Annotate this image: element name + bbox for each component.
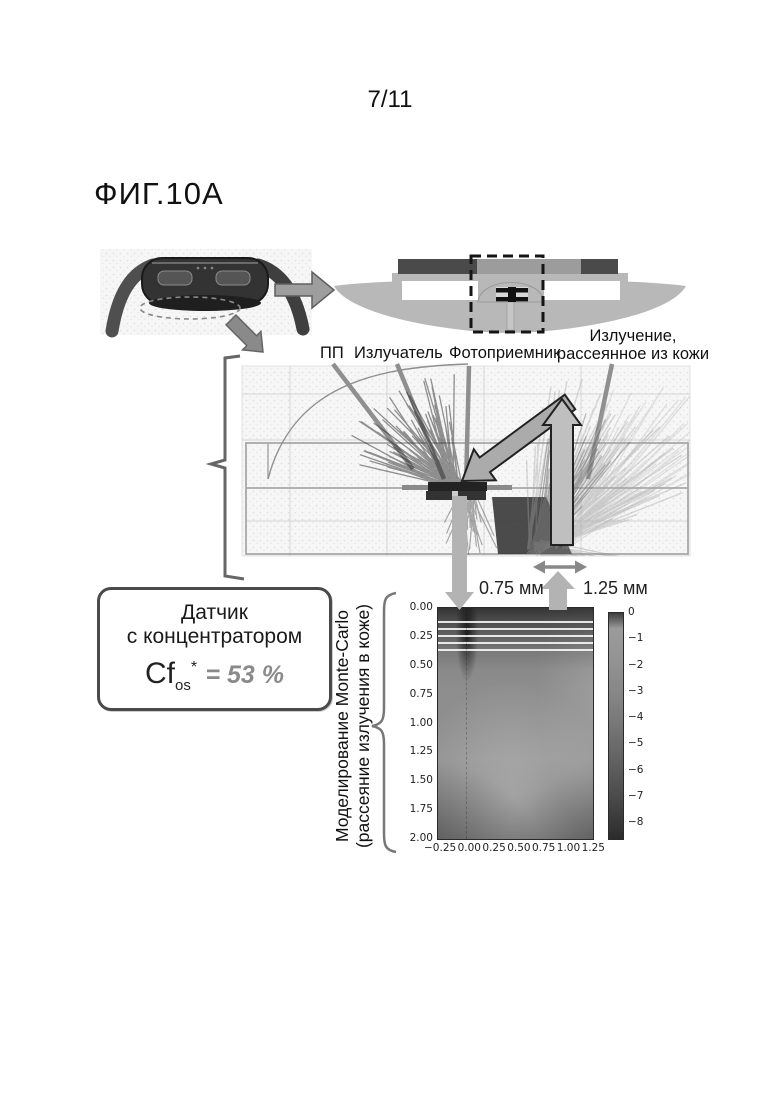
tick-label: −4 (628, 711, 644, 723)
tick-label: −6 (628, 763, 644, 776)
tick-label: 0.50 (507, 842, 531, 854)
dimension-left: 0.75 мм (479, 578, 544, 598)
arrow-left-right (533, 561, 587, 574)
emitter-detector-chip (508, 287, 516, 302)
heatmap-y-axis (393, 601, 433, 844)
page-number: 7/11 (367, 86, 413, 113)
tick-label: 1.75 (409, 803, 433, 816)
cf-formula (100, 657, 329, 694)
tick-label: −2 (628, 658, 644, 671)
tick-label: −0.25 (424, 842, 457, 854)
cf-subscript: os (175, 677, 191, 694)
label-pp: ПП (320, 344, 344, 362)
tick-label: 0.00 (457, 842, 481, 854)
sensor-stem (507, 302, 514, 330)
watch-button (158, 271, 192, 285)
label-scattered-radiation (548, 327, 718, 363)
sensor-box-line1: Датчик (181, 601, 248, 624)
tick-label: 1.25 (409, 745, 433, 758)
monte-carlo-caption (332, 576, 378, 876)
heatmap-x-axis (424, 842, 605, 854)
tick-label: 2.00 (409, 832, 433, 844)
tick-label: 1.25 (581, 842, 605, 854)
figure-label: ФИГ.10А (94, 176, 224, 211)
sensor-box-line2: с концентратором (126, 625, 303, 648)
tick-label: 0 (628, 606, 635, 618)
label-scattered-line2: рассеянное из кожи (556, 345, 710, 363)
tick-label: 0.00 (409, 601, 433, 613)
arrow-heatmap-up (541, 571, 575, 610)
label-photodetector: Фотоприемник (449, 344, 561, 362)
label-emitter: Излучатель (354, 344, 443, 362)
tick-label: 0.50 (409, 658, 433, 671)
monte-carlo-caption-line1: Моделирование Monte-Carlo (332, 609, 352, 843)
cf-value: = 53 % (205, 661, 284, 689)
tick-label: −8 (628, 816, 644, 828)
tick-label: 0.25 (409, 629, 433, 642)
tick-label: 1.50 (409, 774, 433, 787)
watch-button (216, 271, 250, 285)
colorbar-axis (628, 606, 658, 828)
sensor-cross-section (334, 256, 686, 333)
monte-carlo-caption-line2: (рассеяние излучения в коже) (353, 603, 373, 849)
dimension-right: 1.25 мм (583, 578, 648, 598)
tick-label: −3 (628, 684, 644, 697)
tick-label: 0.75 (409, 687, 433, 700)
left-bracket (211, 356, 244, 579)
tick-label: −1 (628, 632, 644, 645)
tick-label: −7 (628, 789, 644, 802)
tick-label: −5 (628, 737, 644, 750)
label-scattered-line1: Излучение, (589, 327, 677, 345)
tick-label: 1.00 (556, 842, 581, 854)
tick-label: 1.00 (409, 716, 433, 729)
sensor-result-box (97, 587, 332, 711)
cf-symbol: Cf (145, 657, 176, 690)
tick-label: 0.75 (531, 842, 556, 854)
cf-superscript: * (190, 659, 198, 676)
tick-label: 0.25 (482, 842, 506, 854)
